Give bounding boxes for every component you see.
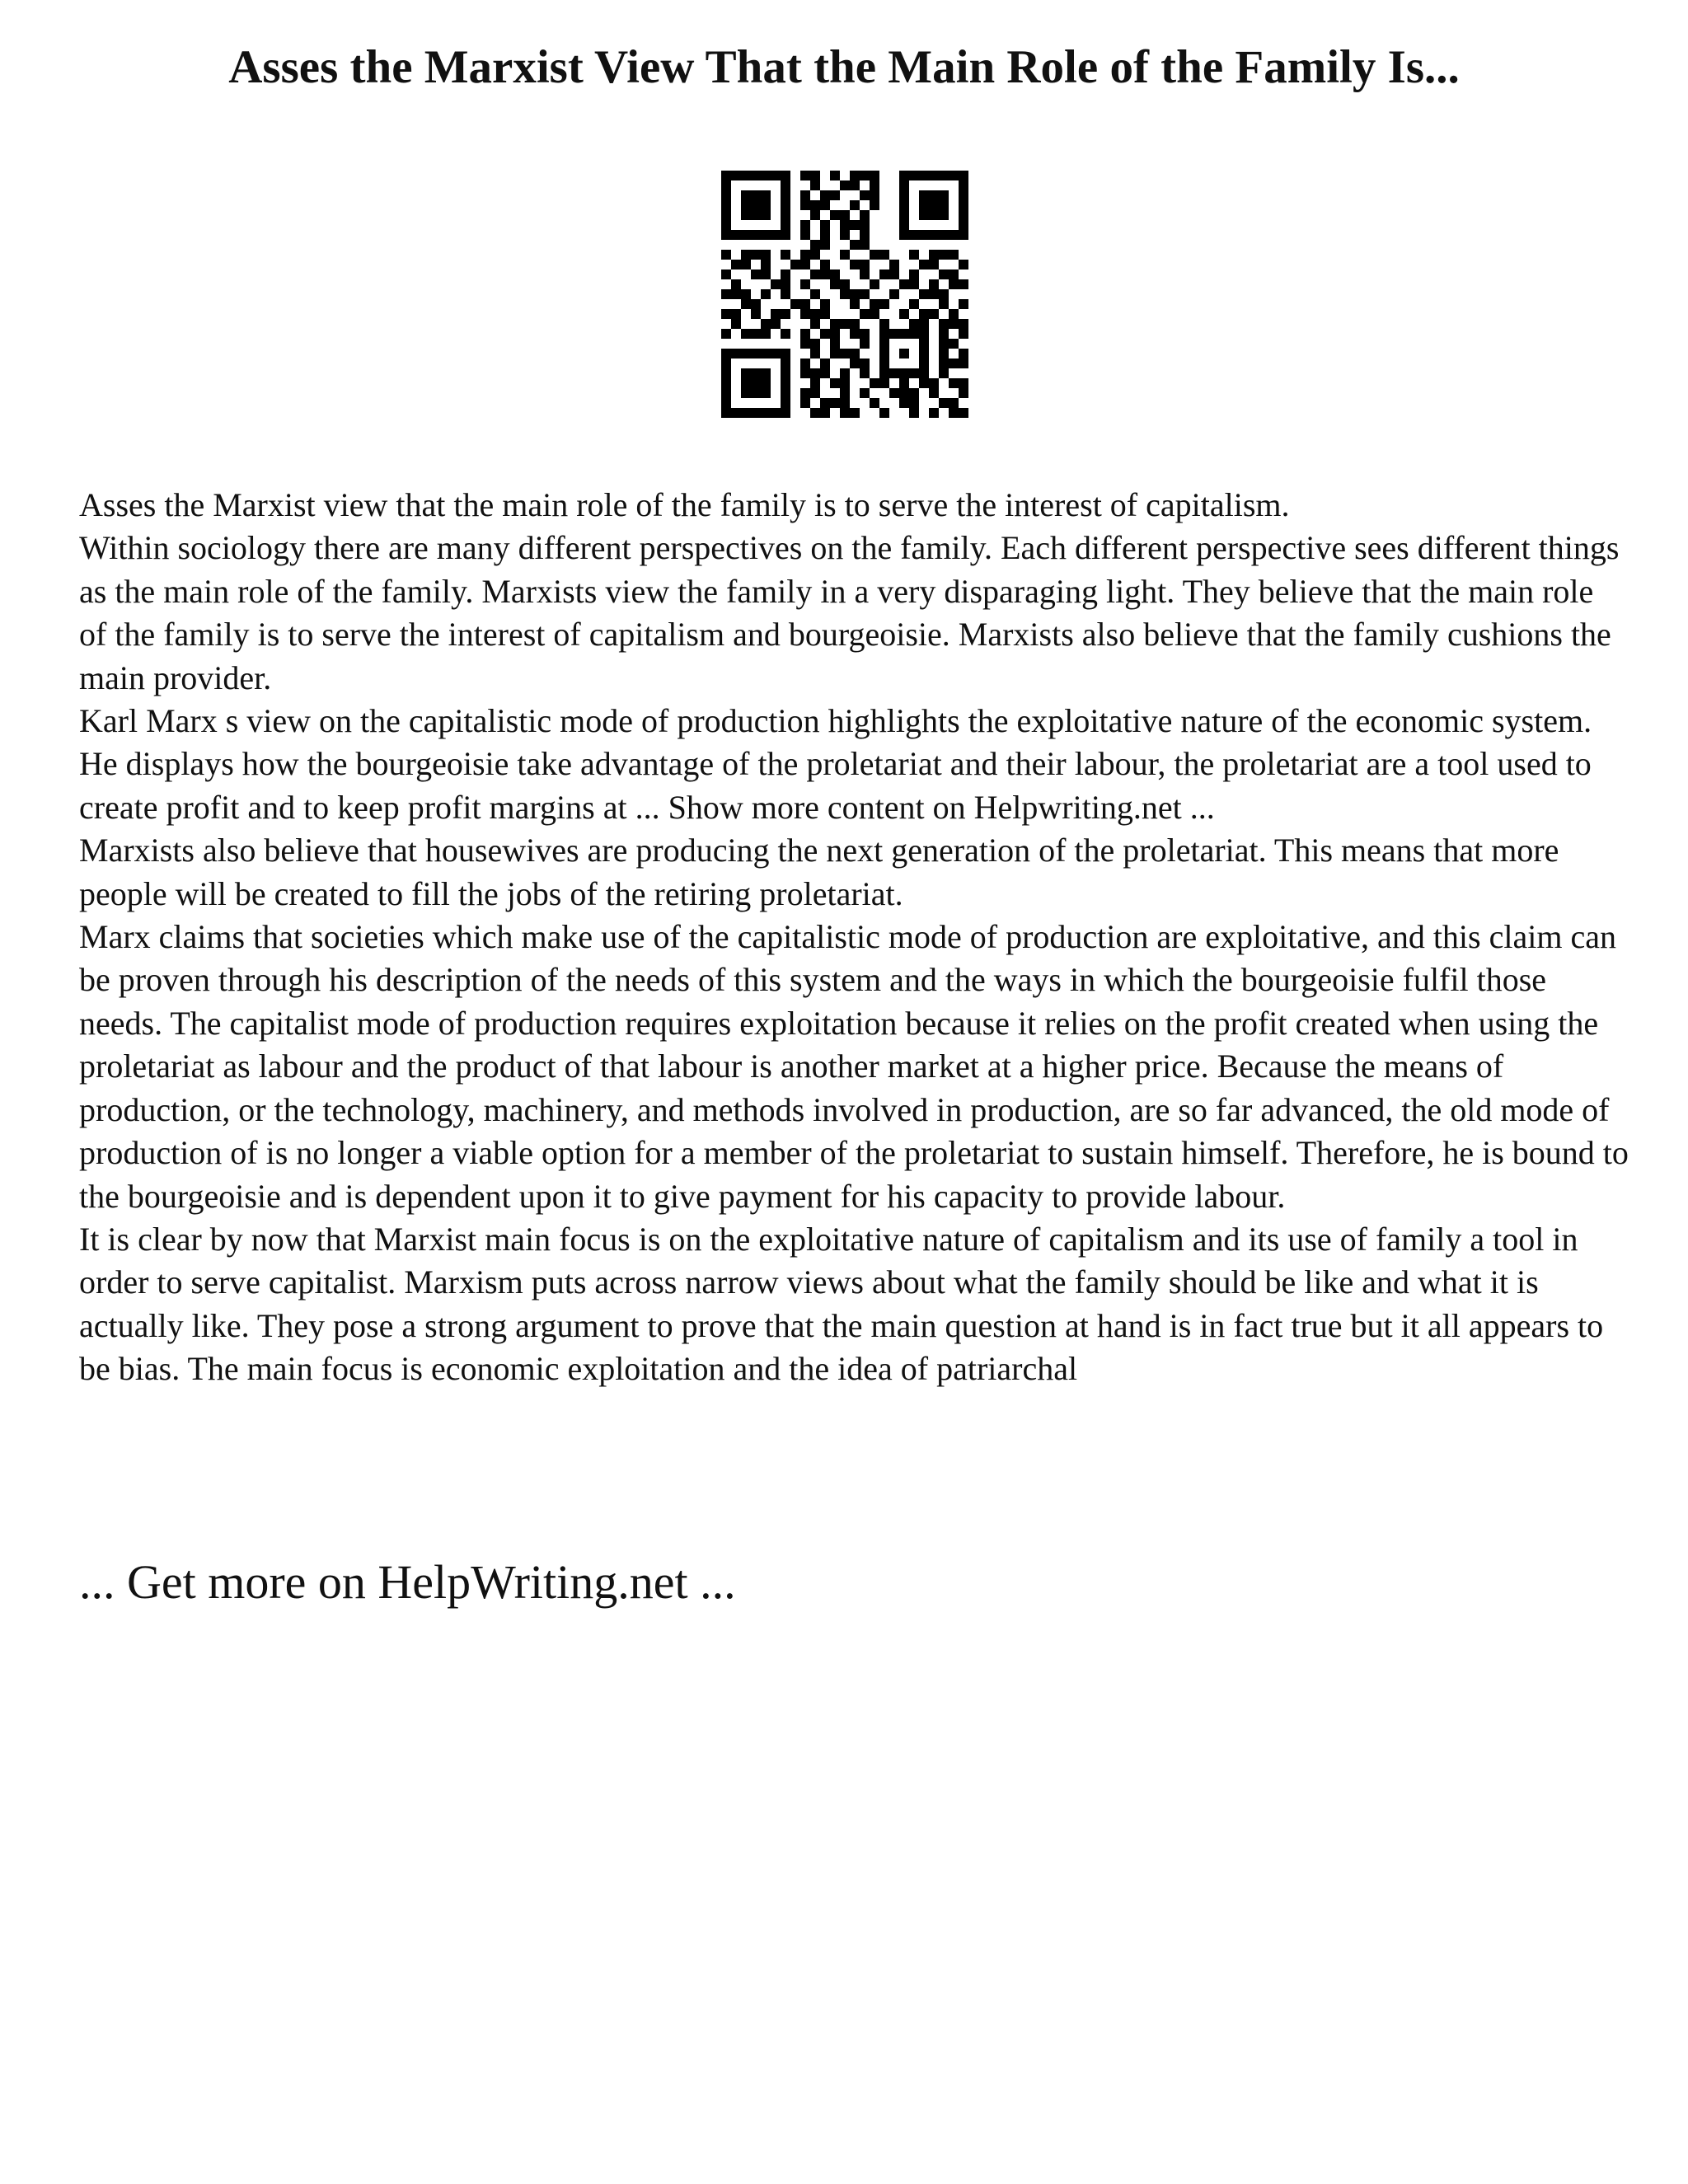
- paragraph-karl-marx: Karl Marx s view on the capitalistic mode of production highlights the exploitative nature of the economic system. He displays how the bourgeoisie take advantage of the proletariat and their labour, the proletariat are a tool used to create profit and to keep profit margins at ... Show more content on Helpwriting.net ...: [79, 702, 1592, 826]
- paragraph-perspectives: Within sociology there are many different perspectives on the family. Each different perspective sees different things as the main role of the family. Marxists view the family in a very disparaging light. They believe that the main role of the family is to serve the interest of capitalism and bourgeoisie. Marxists also believe that the family cushions the main provider.: [79, 529, 1620, 696]
- get-more-link[interactable]: ... Get more on HelpWriting.net ...: [79, 1555, 736, 1609]
- paragraph-intro: Asses the Marxist view that the main role of the family is to serve the interest of capitalism.: [79, 486, 1290, 523]
- paragraph-housewives: Marxists also believe that housewives are producing the next generation of the proletariat. This means that more people will be created to fill the jobs of the retiring proletariat.: [79, 832, 1559, 912]
- paragraph-conclusion: It is clear by now that Marxist main focus is on the exploitative nature of capitalism and its use of family a tool in order to serve capitalist. Marxism puts across narrow views about what the family should be like and what it is actually like. They pose a strong argument to prove that the main question at hand is in fact true but it all appears to be bias. The main focus is economic exploitation and the idea of patriarchal: [79, 1220, 1604, 1388]
- qr-code-icon: [721, 171, 968, 418]
- document-title: Asses the Marxist View That the Main Role of the Family Is...: [228, 41, 1460, 93]
- paragraph-mode-of-production: Marx claims that societies which make use of the capitalistic mode of production are exploitative, and this claim can be proven through his description of the needs of this system and the ways in which the bourgeoisie fulfil those needs. The capitalist mode of production requires exploitation because it relies on the profit created when using the proletariat as labour and the product of that labour is another market at a higher price. Because the means of production, or the technology, machinery, and methods involved in production, are so far advanced, the old mode of production of is no longer a viable option for a member of the proletariat to sustain himself. Therefore, he is bound to the bourgeoisie and is dependent upon it to give payment for his capacity to provide labour.: [79, 918, 1629, 1215]
- document-body: [79, 484, 1629, 1391]
